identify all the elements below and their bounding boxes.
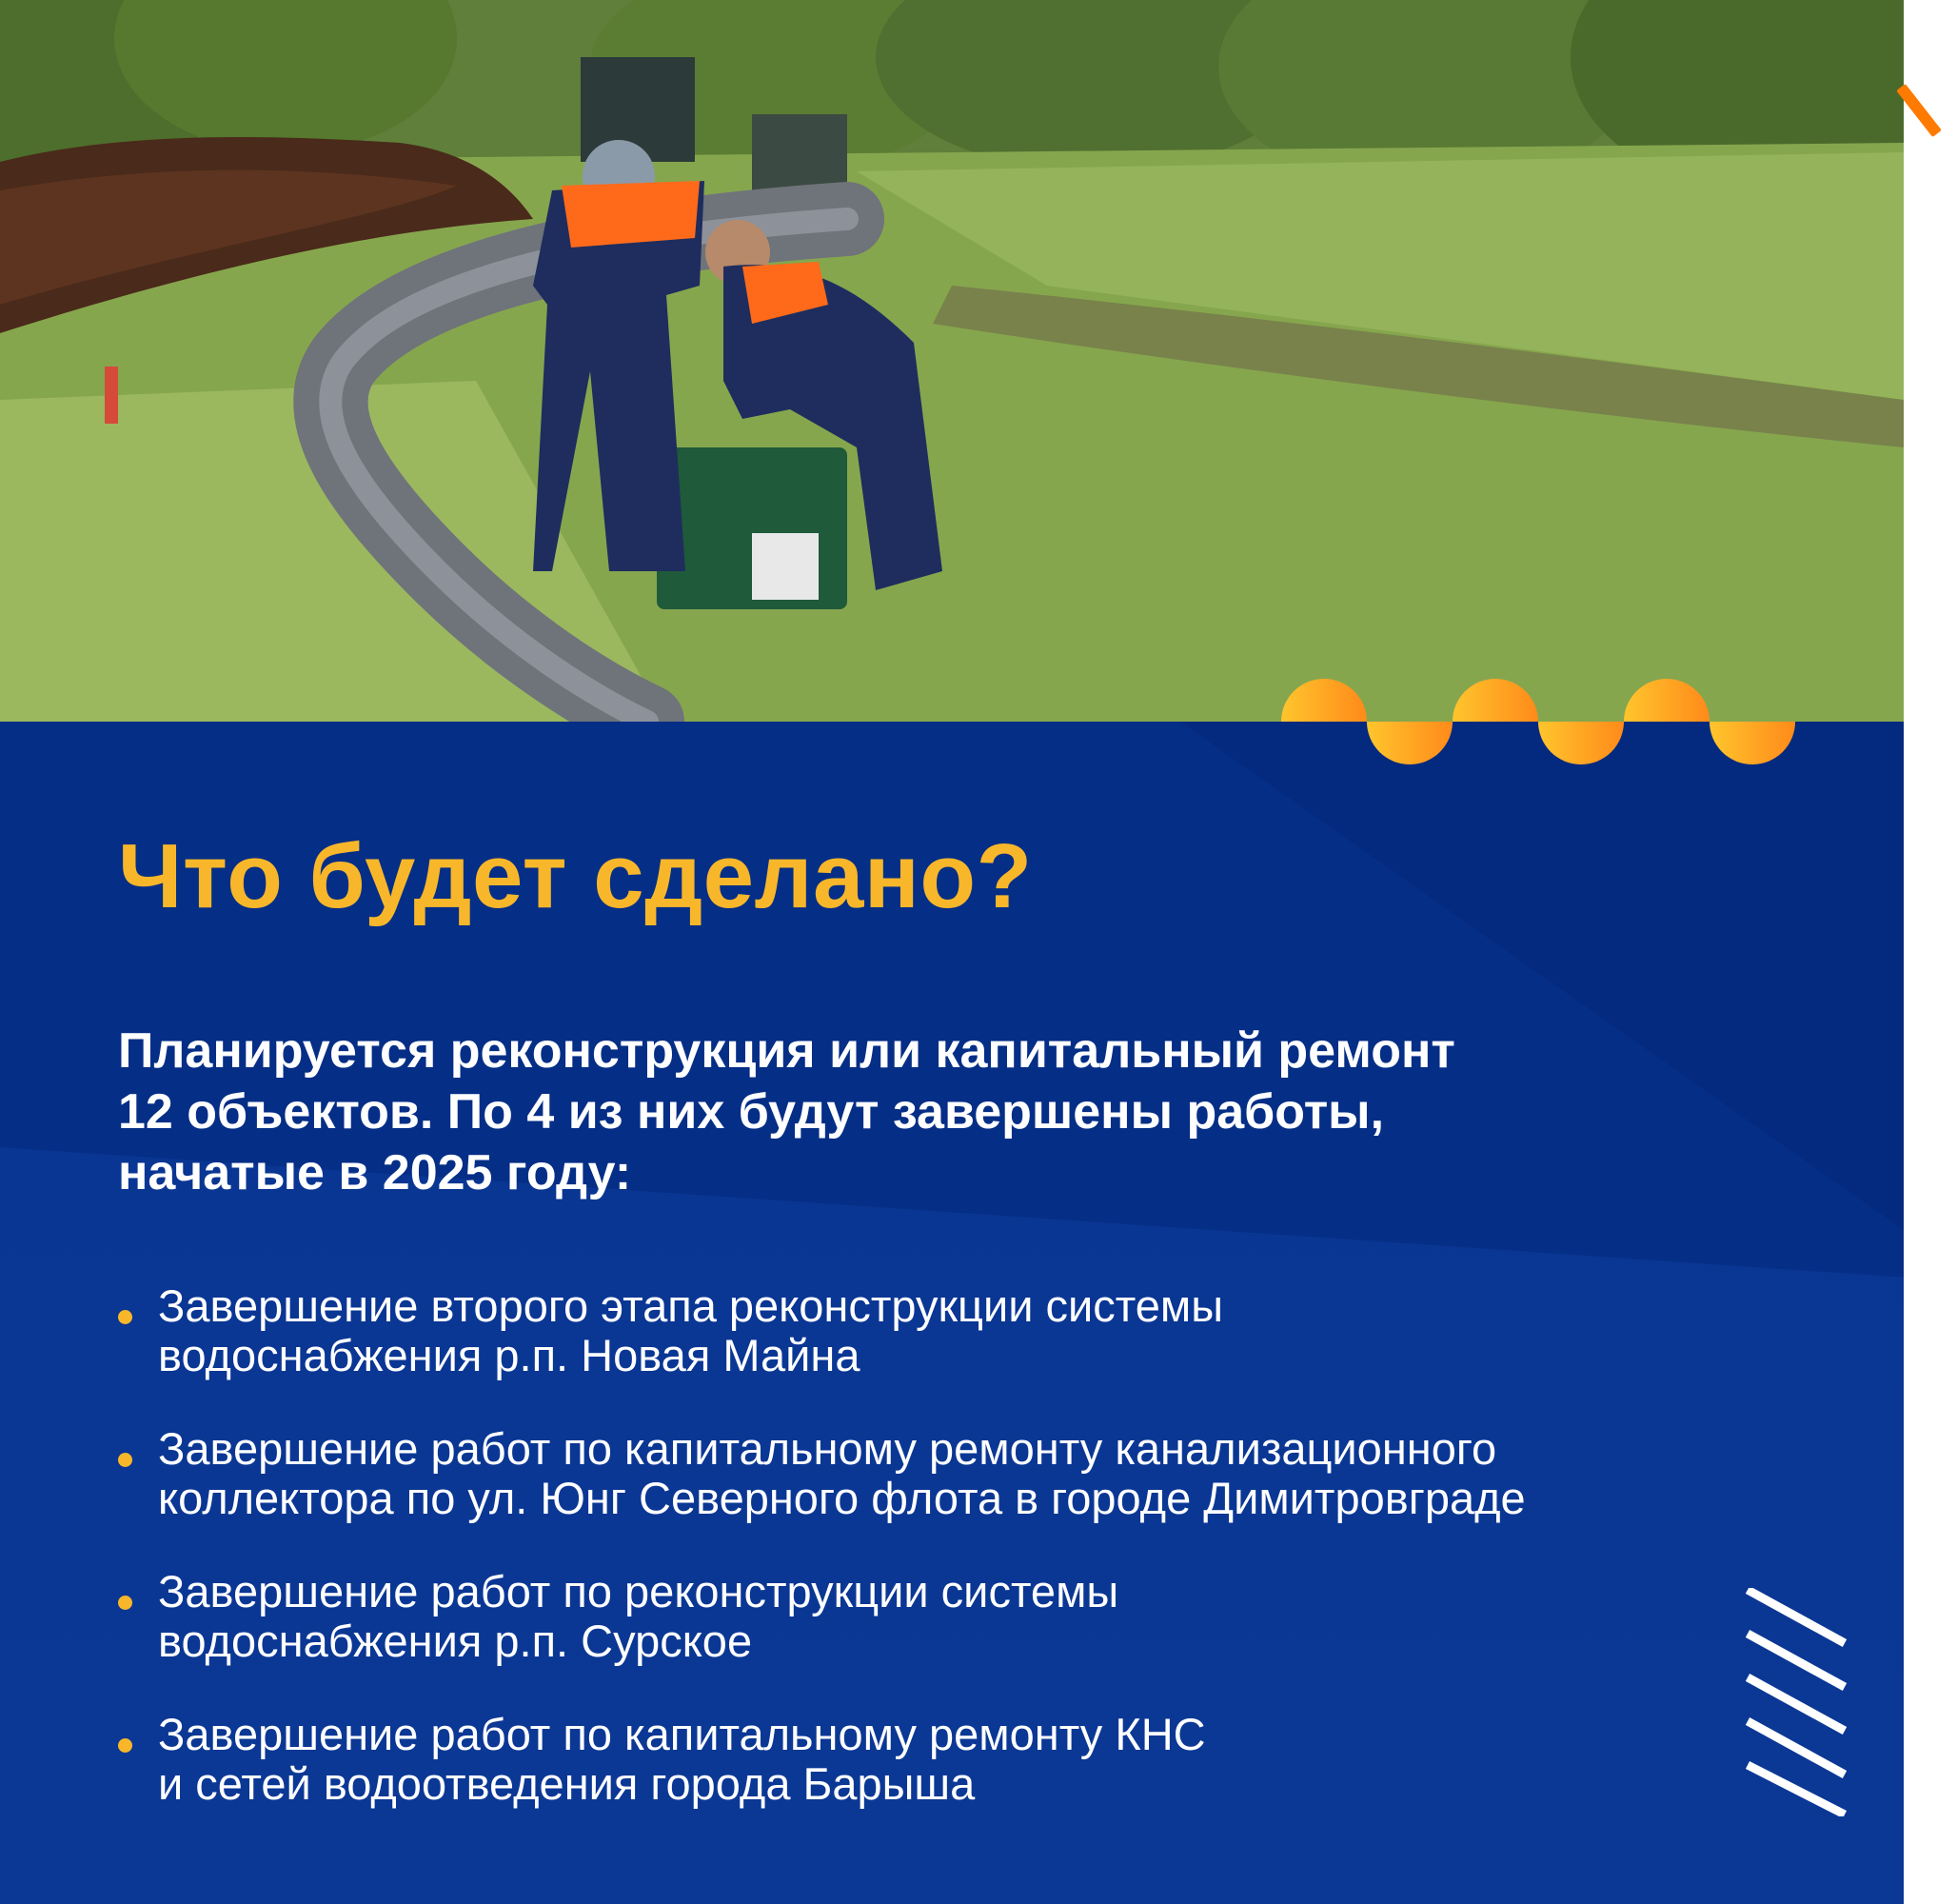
diagonal-stripes-icon xyxy=(1746,1588,1850,1816)
page-title: Что будет сделано? xyxy=(118,825,1033,927)
list-item xyxy=(118,1281,1812,1424)
right-margin-strip xyxy=(1904,0,1957,1904)
bullet-dot-icon xyxy=(118,1310,132,1324)
list-item-text: Завершение работ по реконструкции системы водоснабжения р.п. Сурское xyxy=(158,1566,1119,1666)
pipeline-workers-photo xyxy=(0,0,1904,722)
decorative-wave xyxy=(1281,678,1814,773)
works-list xyxy=(118,1281,1812,1853)
list-item-text: Завершение работ по капитальному ремонту канализационного коллектора по ул. Юнг Северного флота в городе Димитровграде xyxy=(158,1423,1526,1523)
photo-illustration xyxy=(0,0,1904,722)
intro-text: Планируется реконструкция или капитальный ремонт 12 объектов. По 4 из них будут завершены работы, начатые в 2025 году: xyxy=(118,1023,1455,1200)
list-item xyxy=(118,1567,1812,1710)
list-item xyxy=(118,1710,1812,1853)
list-item xyxy=(118,1424,1812,1567)
bullet-dot-icon xyxy=(118,1596,132,1610)
list-item-text: Завершение работ по капитальному ремонту КНС и сетей водоотведения города Барыша xyxy=(158,1709,1206,1809)
list-item-text: Завершение второго этапа реконструкции системы водоснабжения р.п. Новая Майна xyxy=(158,1280,1224,1380)
bullet-dot-icon xyxy=(118,1738,132,1753)
bullet-dot-icon xyxy=(118,1453,132,1467)
